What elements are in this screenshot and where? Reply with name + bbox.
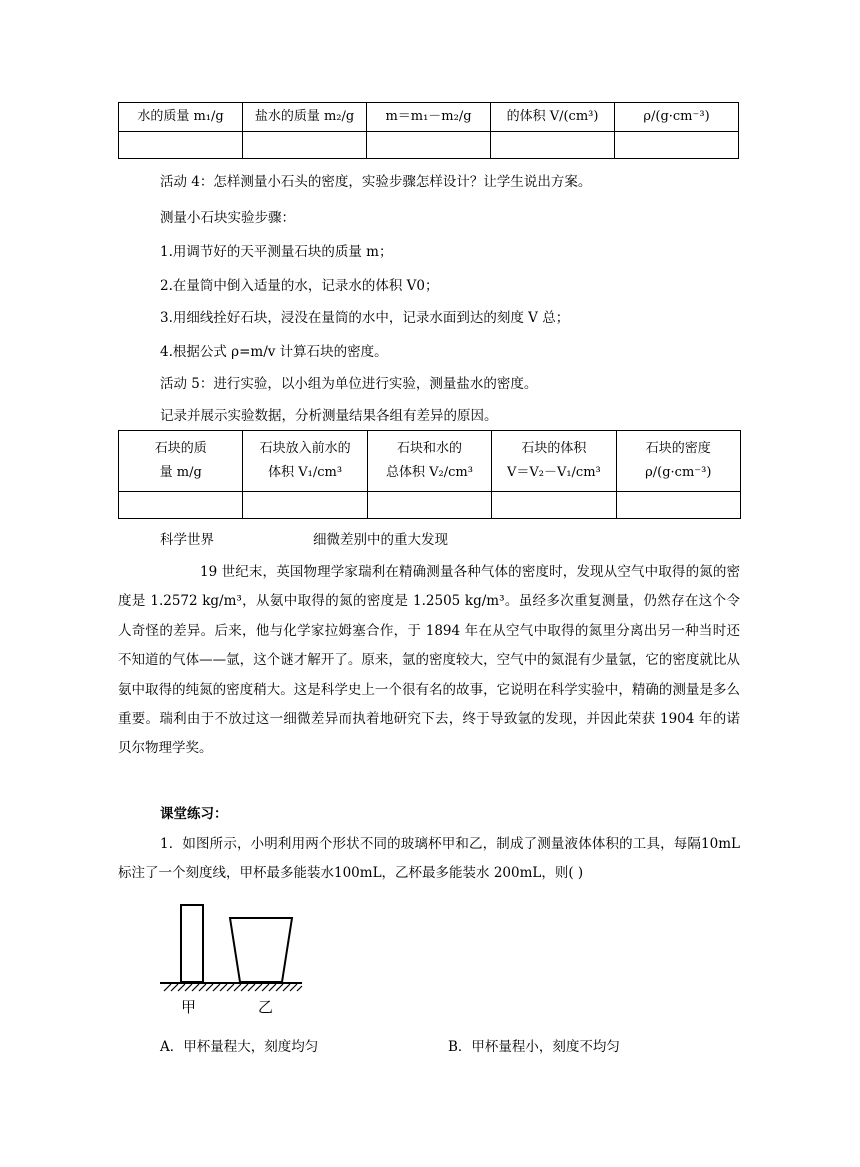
science-world-paragraph [118,558,740,764]
table-cell [243,132,367,159]
table-cell [492,492,616,519]
liquid-density-table [118,102,739,159]
cup-yi-label: 乙 [258,998,274,1016]
table-header-cell [492,431,616,492]
table-cell [243,492,367,519]
table-cell [367,132,491,159]
header-line: 体积 V₁/cm³ [268,465,343,480]
option-a: A．甲杯量程大，刻度均匀 [160,1039,319,1055]
activity-4-text: 活动 4：怎样测量小石头的密度，实验步骤怎样设计？让学生说出方案。 [160,174,592,190]
science-world-title: 细微差别中的重大发现 [313,532,448,548]
header-line: 石块放入前水的 [259,441,351,456]
table-cell [119,492,243,519]
surface-hatching [164,984,302,991]
table-cell [367,492,491,519]
step-1: 1.用调节好的天平测量石块的质量 m； [160,244,393,260]
header-line: V＝V₂－V₁/cm³ [506,465,601,480]
practice-question: 1．如图所示，小明利用两个形状不同的玻璃杯甲和乙，制成了测量液体体积的工具，每隔10mL 标注了一个刻度线，甲杯最多能装水100mL，乙杯最多能装水 200mL，则( ) [118,836,740,882]
table-cell [119,132,243,159]
cup-jia-shape [181,905,203,982]
option-b: B．甲杯量程小，刻度不均匀 [448,1039,620,1055]
table-header-cell: 的体积 V/(cm³) [491,103,615,132]
steps-title: 测量小石块实验步骤： [160,210,295,226]
cup-yi-shape [230,918,292,982]
header-line: 石块的体积 [521,441,587,456]
header-line: 量 m/g [159,465,202,480]
table-cell [615,132,739,159]
step-2: 2.在量筒中倒入适量的水，记录水的体积 V0； [160,278,439,294]
table-header-cell: ρ/(g·cm⁻³) [615,103,739,132]
table-header-cell [243,431,367,492]
cup-jia-label: 甲 [181,998,197,1016]
header-line: 石块的密度 [645,441,711,456]
header-line: 石块和水的 [396,441,462,456]
table-header-cell [367,431,491,492]
table-cell [616,492,740,519]
table-header-cell [119,431,243,492]
header-line: 总体积 V₂/cm³ [386,465,473,480]
header-line: 石块的质 [154,441,207,456]
table-header-cell: m＝m₁－m₂/g [367,103,491,132]
table-cell [491,132,615,159]
table-header-cell: 盐水的质量 m₂/g [243,103,367,132]
science-world-label: 科学世界 [160,532,214,548]
step-4: 4.根据公式 ρ=m/v 计算石块的密度。 [160,344,388,360]
stone-density-table [118,430,741,519]
step-3: 3.用细线拴好石块，浸没在量筒的水中，记录水面到达的刻度 V 总； [160,310,570,326]
activity-5-text: 活动 5：进行实验，以小组为单位进行实验，测量盐水的密度。 [160,376,538,392]
glass-cups-figure [160,895,310,1020]
record-text: 记录并展示实验数据，分析测量结果各组有差异的原因。 [160,408,498,424]
practice-title: 课堂练习： [160,806,228,822]
header-line: ρ/(g·cm⁻³) [645,465,712,480]
paragraph-text: 19 世纪末，英国物理学家瑞利在精确测量各种气体的密度时，发现从空气中取得的氮的密度是 1.2572 kg/m³，从氨中取得的氮的密度是 1.2505 kg/m³。虽经多次重复测量，仍然存在这个令人奇怪的差异。后来，他与化学家拉姆塞合作，于 1894 年在从空气中取得的氮里分离出另一种当时还不知道的气体——氩，这个谜才解开了。原来，氩的密度较大，空气中的氮混有少量氩，它的密度就比从氨中取得的纯氮的密度稍大。这是科学史上一个很有名的故事，它说明在科学实验中，精确的测量是多么重要。瑞利由于不放过这一细微差异而执着地研究下去，终于导致氩的发现，并因此荣获 1904 年的诺贝尔物理学奖。 [118,564,740,757]
table-header-cell: 水的质量 m₁/g [119,103,243,132]
table-header-cell [616,431,740,492]
